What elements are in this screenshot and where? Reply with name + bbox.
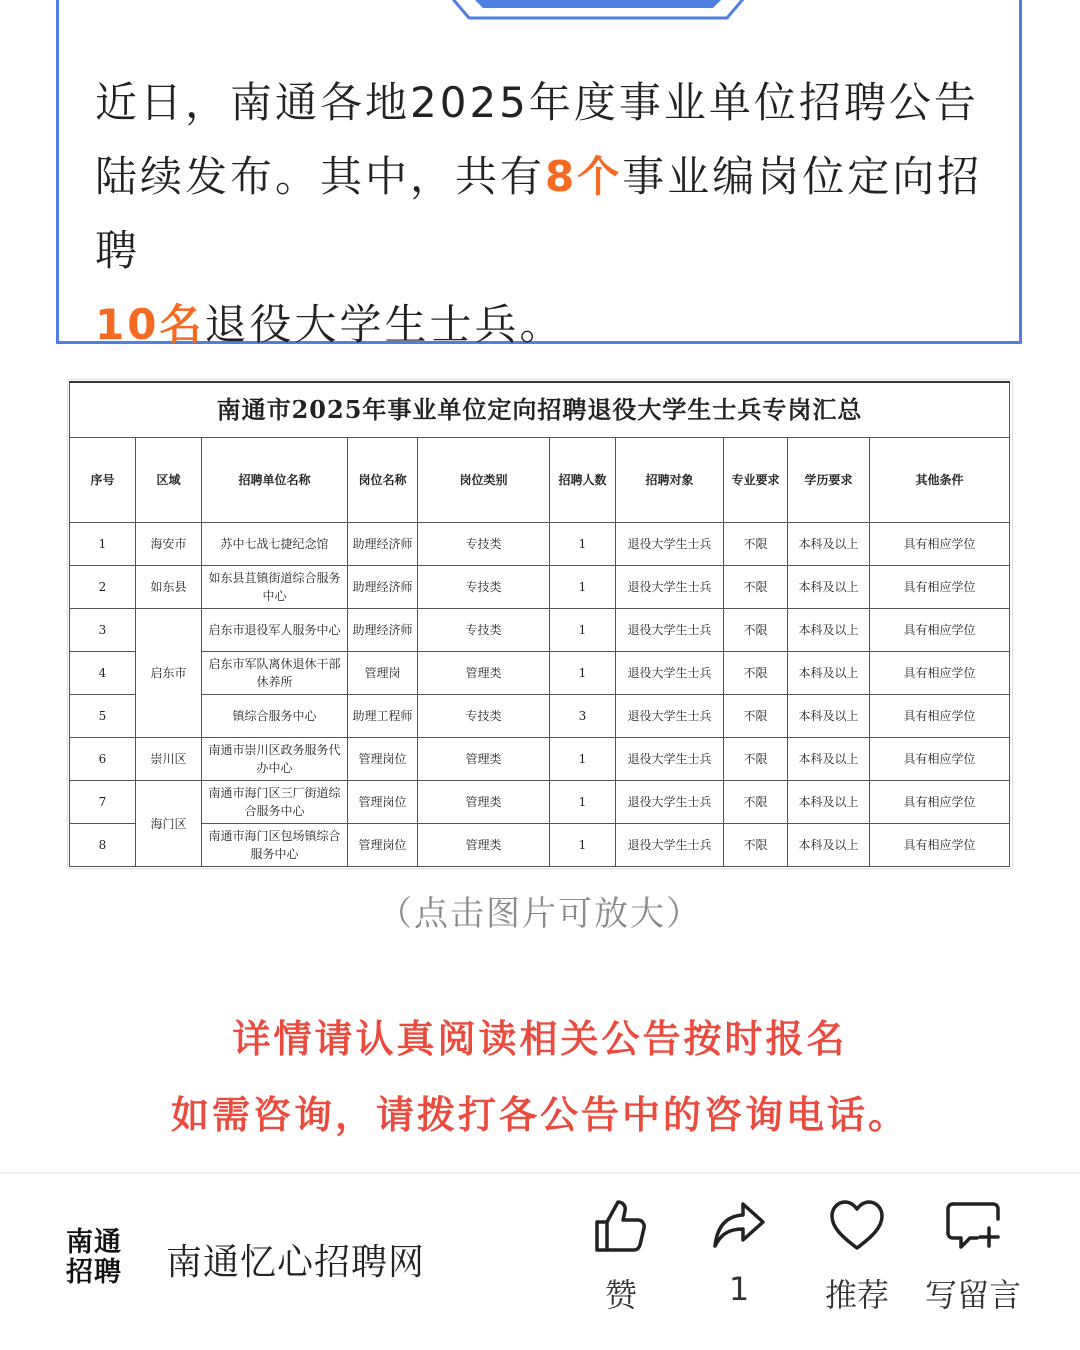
cell-education: 本科及以上 bbox=[788, 781, 870, 824]
summary-table bbox=[69, 381, 1010, 867]
cell-no: 4 bbox=[70, 652, 136, 695]
cell-count: 1 bbox=[550, 566, 616, 609]
cell-unit: 启东市军队离休退休干部休养所 bbox=[202, 652, 348, 695]
header-education: 学历要求 bbox=[788, 438, 870, 523]
cell-no: 8 bbox=[70, 824, 136, 867]
cell-no: 5 bbox=[70, 695, 136, 738]
cell-unit: 南通市海门区三厂街道综合服务中心 bbox=[202, 781, 348, 824]
cell-other: 具有相应学位 bbox=[870, 738, 1010, 781]
cell-target: 退役大学生士兵 bbox=[616, 781, 724, 824]
cell-post: 管理岗位 bbox=[348, 781, 418, 824]
cell-post: 管理岗位 bbox=[348, 738, 418, 781]
table-title: 南通市2025年事业单位定向招聘退役大学生士兵专岗汇总 bbox=[70, 382, 1010, 438]
cell-region: 如东县 bbox=[136, 566, 202, 609]
cell-post: 助理经济师 bbox=[348, 609, 418, 652]
cell-post: 管理岗 bbox=[348, 652, 418, 695]
cell-category: 管理类 bbox=[418, 652, 550, 695]
heart-icon bbox=[827, 1196, 887, 1256]
cell-category: 专技类 bbox=[418, 566, 550, 609]
cell-region: 启东市 bbox=[136, 609, 202, 738]
notice-line-2: 如需咨询，请拨打各公告中的咨询电话。 bbox=[170, 1093, 909, 1137]
table-row bbox=[70, 652, 1010, 695]
table-row bbox=[70, 523, 1010, 566]
header-unit: 招聘单位名称 bbox=[202, 438, 348, 523]
like-button[interactable] bbox=[566, 1196, 676, 1316]
cell-other: 具有相应学位 bbox=[870, 523, 1010, 566]
cell-major: 不限 bbox=[724, 652, 788, 695]
cell-education: 本科及以上 bbox=[788, 609, 870, 652]
table-row bbox=[70, 781, 1010, 824]
cell-major: 不限 bbox=[724, 566, 788, 609]
share-arrow-icon bbox=[709, 1196, 769, 1256]
cell-other: 具有相应学位 bbox=[870, 566, 1010, 609]
share-count: 1 bbox=[728, 1270, 750, 1308]
intro-frame bbox=[56, 0, 1022, 349]
header-count: 招聘人数 bbox=[550, 438, 616, 523]
footer-divider bbox=[0, 1172, 1080, 1174]
cell-other: 具有相应学位 bbox=[870, 652, 1010, 695]
logo-text-line2: 招聘 bbox=[66, 1257, 122, 1288]
cell-unit: 如东县苴镇街道综合服务中心 bbox=[202, 566, 348, 609]
cell-target: 退役大学生士兵 bbox=[616, 824, 724, 867]
cell-education: 本科及以上 bbox=[788, 824, 870, 867]
cell-major: 不限 bbox=[724, 523, 788, 566]
intro-paragraph bbox=[95, 66, 995, 362]
cell-no: 7 bbox=[70, 781, 136, 824]
table-row bbox=[70, 738, 1010, 781]
cell-unit: 南通市崇川区政务服务代办中心 bbox=[202, 738, 348, 781]
highlight-person-count: 10名 bbox=[95, 300, 205, 349]
table-row bbox=[70, 695, 1010, 738]
cell-education: 本科及以上 bbox=[788, 523, 870, 566]
cell-region: 海安市 bbox=[136, 523, 202, 566]
summary-table-image[interactable] bbox=[68, 380, 1012, 868]
logo-text-line1: 南通 bbox=[66, 1227, 122, 1258]
header-target: 招聘对象 bbox=[616, 438, 724, 523]
cell-target: 退役大学生士兵 bbox=[616, 695, 724, 738]
cell-other: 具有相应学位 bbox=[870, 824, 1010, 867]
cell-count: 1 bbox=[550, 824, 616, 867]
cell-target: 退役大学生士兵 bbox=[616, 609, 724, 652]
header-major: 专业要求 bbox=[724, 438, 788, 523]
cell-post: 管理岗位 bbox=[348, 824, 418, 867]
recommend-button[interactable] bbox=[802, 1196, 912, 1316]
cell-no: 1 bbox=[70, 523, 136, 566]
intro-text-part1: 近日，南通各地2025年度事业单位招聘公告陆续发布。其中，共有 bbox=[95, 78, 979, 201]
cell-category: 管理类 bbox=[418, 781, 550, 824]
cell-no: 2 bbox=[70, 566, 136, 609]
cell-major: 不限 bbox=[724, 738, 788, 781]
cell-other: 具有相应学位 bbox=[870, 609, 1010, 652]
cell-post: 助理经济师 bbox=[348, 566, 418, 609]
cell-count: 1 bbox=[550, 738, 616, 781]
cell-region: 崇川区 bbox=[136, 738, 202, 781]
cell-category: 专技类 bbox=[418, 695, 550, 738]
cell-other: 具有相应学位 bbox=[870, 695, 1010, 738]
cell-education: 本科及以上 bbox=[788, 566, 870, 609]
intro-text-part2: 事业编岗位定向招聘 bbox=[95, 152, 983, 275]
thumbs-up-icon bbox=[591, 1196, 651, 1256]
share-button[interactable] bbox=[684, 1196, 794, 1308]
notice-line-1: 详情请认真阅读相关公告按时报名 bbox=[232, 1017, 848, 1061]
image-caption: （点击图片可放大） bbox=[378, 894, 702, 934]
cell-category: 管理类 bbox=[418, 824, 550, 867]
header-region: 区域 bbox=[136, 438, 202, 523]
cell-major: 不限 bbox=[724, 824, 788, 867]
cell-other: 具有相应学位 bbox=[870, 781, 1010, 824]
table-row bbox=[70, 609, 1010, 652]
write-comment-button[interactable] bbox=[918, 1196, 1028, 1316]
cell-target: 退役大学生士兵 bbox=[616, 652, 724, 695]
account-name[interactable]: 南通忆心招聘网 bbox=[166, 1242, 426, 1283]
cell-count: 3 bbox=[550, 695, 616, 738]
cell-education: 本科及以上 bbox=[788, 695, 870, 738]
cell-post: 助理经济师 bbox=[348, 523, 418, 566]
like-label: 赞 bbox=[604, 1276, 637, 1314]
write-comment-label: 写留言 bbox=[924, 1276, 1021, 1314]
cell-count: 1 bbox=[550, 652, 616, 695]
header-other: 其他条件 bbox=[870, 438, 1010, 523]
cell-category: 专技类 bbox=[418, 609, 550, 652]
cell-count: 1 bbox=[550, 523, 616, 566]
header-no: 序号 bbox=[70, 438, 136, 523]
cell-unit: 南通市海门区包场镇综合服务中心 bbox=[202, 824, 348, 867]
cell-no: 3 bbox=[70, 609, 136, 652]
cell-target: 退役大学生士兵 bbox=[616, 566, 724, 609]
table-row bbox=[70, 824, 1010, 867]
cell-unit: 镇综合服务中心 bbox=[202, 695, 348, 738]
cell-unit: 启东市退役军人服务中心 bbox=[202, 609, 348, 652]
cell-major: 不限 bbox=[724, 695, 788, 738]
cell-major: 不限 bbox=[724, 609, 788, 652]
table-header-row bbox=[70, 438, 1010, 523]
cell-target: 退役大学生士兵 bbox=[616, 738, 724, 781]
cell-count: 1 bbox=[550, 781, 616, 824]
recommend-label: 推荐 bbox=[824, 1276, 889, 1314]
cell-post: 助理工程师 bbox=[348, 695, 418, 738]
frame-header-tab bbox=[447, 0, 749, 20]
account-logo[interactable] bbox=[66, 1228, 132, 1290]
cell-major: 不限 bbox=[724, 781, 788, 824]
cell-education: 本科及以上 bbox=[788, 738, 870, 781]
cell-category: 专技类 bbox=[418, 523, 550, 566]
table-row bbox=[70, 566, 1010, 609]
cell-region: 海门区 bbox=[136, 781, 202, 867]
comment-plus-icon bbox=[943, 1196, 1003, 1256]
cell-unit: 苏中七战七捷纪念馆 bbox=[202, 523, 348, 566]
highlight-post-count: 8个 bbox=[545, 152, 623, 201]
header-category: 岗位类别 bbox=[418, 438, 550, 523]
cell-education: 本科及以上 bbox=[788, 652, 870, 695]
cell-count: 1 bbox=[550, 609, 616, 652]
intro-text-part3: 退役大学生士兵。 bbox=[204, 300, 565, 349]
cell-target: 退役大学生士兵 bbox=[616, 523, 724, 566]
header-post: 岗位名称 bbox=[348, 438, 418, 523]
cell-category: 管理类 bbox=[418, 738, 550, 781]
cell-no: 6 bbox=[70, 738, 136, 781]
